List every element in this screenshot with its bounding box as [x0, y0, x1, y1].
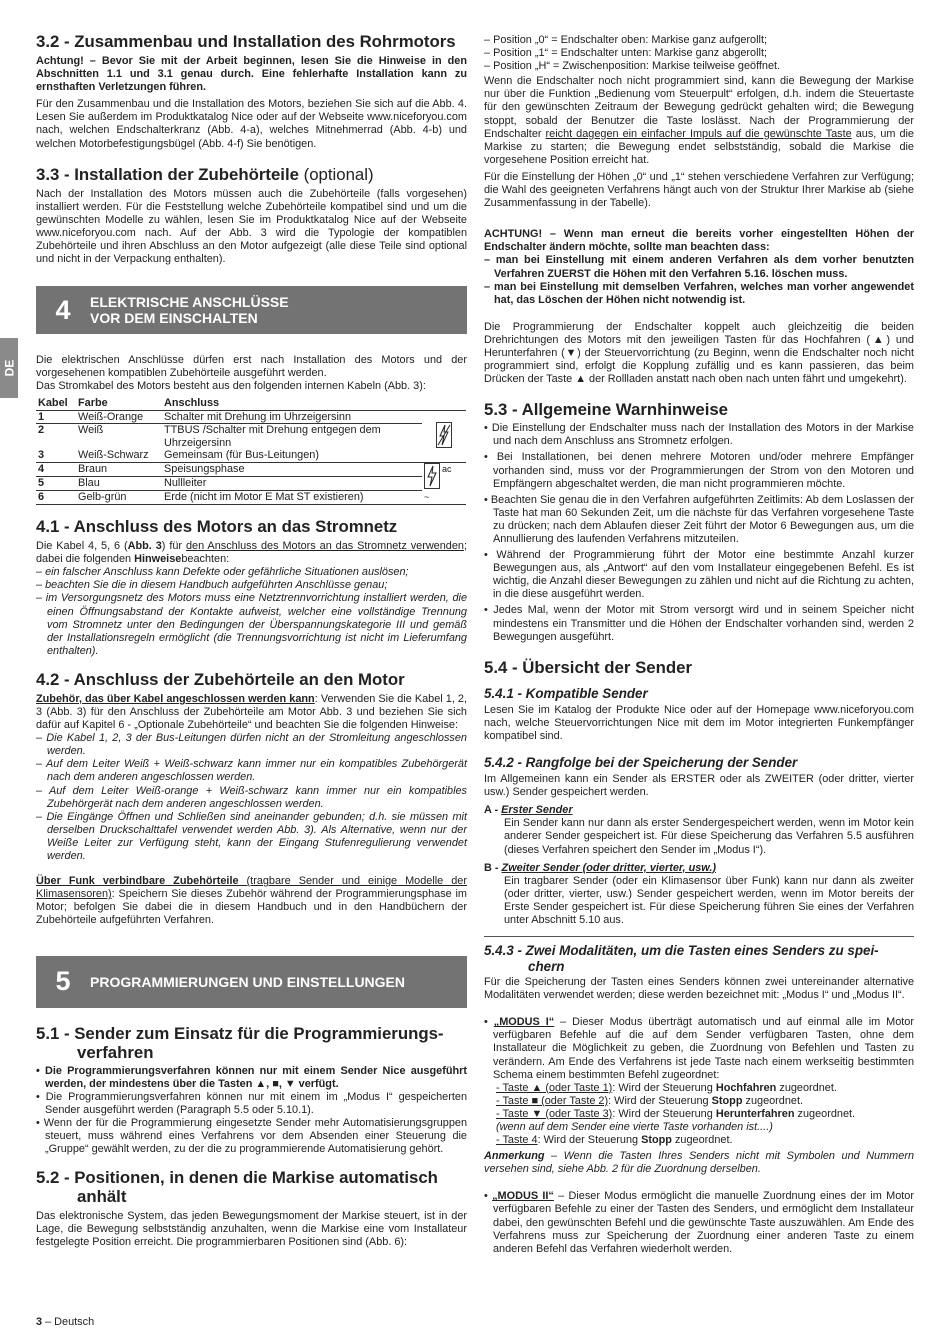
section-5-2-text: Das elektronische System, das jeden Bewegungsmoment der Markise steuert, ist in der Lage, die Bewegung selbstständig anzuhalten, wenn die Markise eine vom Installateur festgelegte Position erreicht. Die programmierbaren Positionen sind (Abb. 6):: [36, 1210, 467, 1249]
chapter-number: 4: [55, 294, 71, 325]
chapter-title: PROGRAMMIERUNGEN UND EINSTELLUNGEN: [90, 973, 406, 990]
section-5-4-3-text: Für die Speicherung der Tasten eines Senders können zwei untereinander alternative Modalitäten verwendet werden; diese werden bezeichnet mit: „Modus I“ und „Modus II“.: [484, 976, 914, 1002]
first-sender-text: Ein Sender kann nur dann als erster Sendergespeichert werden, wenn im Motor kein anderer Sender gespeichert ist. Für diese Speicherung das Verfahren 5.5 ausführen (dieses Verfahren speichert den Sender im „Modus I“).: [504, 817, 914, 856]
section-4-1-text: Die Kabel 4, 5, 6 (Abb. 3) für den Anschluss des Motors an das Stromnetz verwenden; dabei die folgenden Hinweisebeachten:: [36, 540, 467, 566]
section-5-4-title: 5.4 - Übersicht der Sender: [484, 657, 692, 677]
mode-1-text: • „MODUS I“ – Dieser Modus überträgt automatisch und auf einmal alle im Motor verfügbaren Befehle auf die auf dem Sender verfügbaren Tasten, ohne dem Installateur die Möglichkeit zu geben, die Zuordnung von Befehlen und Tasten zu verändern. Am Ende des Verfahrens ist jede Taste nach einem werkseitig bestimmten Schema einem bestimmten Befehl zugeordnet:: [484, 1016, 914, 1081]
section-5-1-title: 5.1 - Sender zum Einsatz für die Programmierungs- verfahren: [36, 1023, 444, 1062]
section-4-2-radio-text: Über Funk verbindbare Zubehörteile (tragbare Sender und einige Modelle der Klimasensoren): Speichern Sie dieses Zubehör während der Programmierungsphase im Motor; befolgen Sie dabei die in diesem Handbuch und in den Handbüchern der Zubehörteile aufgeführten Verfahren.: [36, 875, 467, 927]
cable-table: Kabel Farbe Anschluss 1 Weiß-Orange Schalter mit Drehung im Uhrzeigersinn 2 Weiß TTBUS /Schalter mit Drehung entgegen dem Uhrzeigersinn 3 Weiß-Schwarz Gemeinsam (für Bus-Leitungen) 4 Braun Speisungsphase $^{ac \sim}$ 5 Blau Nullleiter 6 Gelb-grün Erde (nicht im Motor E Mat ST existieren): [36, 397, 466, 506]
chapter-4-intro: Die elektrischen Anschlüsse dürfen erst nach Installation des Motors und der vorgesehenen kompatiblen Zubehörteile ausgeführt werden.: [36, 354, 467, 380]
section-3-2-warning: Achtung! – Bevor Sie mit der Arbeit beginnen, lesen Sie die Hinweise in den Abschnitten 1.1 und 3.1 genau durch. Eine fehlerhafte Installation kann zu ernsthaften Verletzungen führen.: [36, 55, 467, 94]
section-4-1-list: – ein falscher Anschluss kann Defekte oder gefährliche Situationen auslösen; – beachten Sie die in diesem Handbuch aufgeführten Anschlüsse genau; – im Versorgungsnetz des Motors muss eine Netztrennvorrichtung installiert werden, die einen Öffnungsabstand der Kontakte aufweist, welcher eine vollständige Trennung vom Stromnetz unter den Bedingungen der Überspannungskategorie III und gemäß der Installationsregeln ermöglicht (die Trennungsvorrichtung ist nicht im Lieferumfang enthalten).: [36, 566, 467, 657]
language-tab: DE: [0, 338, 18, 398]
section-3-3-title: 3.3 - Installation der Zubehörteile (optional): [36, 164, 374, 184]
section-3-2-title: 3.2 - Zusammenbau und Installation des Rohrmotors: [36, 32, 456, 51]
section-5-4-1-title: 5.4.1 - Kompatible Sender: [484, 685, 648, 701]
section-5-1-list: • Die Programmierungsverfahren können nur mit einem Sender Nice ausgeführt werden, der mindestens über die Tasten ▲, ■, ▼ verfügt. • Die Programmierungsverfahren können nur mit einem im „Modus I“ gespeicherten Sender ausgeführt werden (Paragraph 5.5 oder 5.10.1). • Wenn der für die Programmierung eingesetzte Sender mehr Automatisierungsgruppen steuert, muss während eines Verfahrens vor dem Absenden einer Steuerung die „Gruppe“ gewählt werden, zu der die zu programmierende Automatisierung gehört.: [36, 1064, 467, 1156]
mode-2-text: • „MODUS II“ – Dieser Modus ermöglicht die manuelle Zuordnung eines der im Motor verfügbaren Befehle zu einer der Tasten des Senders, und ermöglicht dem Installateur dabei, den gewünschten Befehl und die gewünschte Taste auszuwählen. Am Ende des Verfahrens muss zur Speicherung der Zuordnung einer anderen Taste zu einem anderen Befehl das Verfahren wiederholt werden.: [484, 1190, 914, 1255]
power-symbol-icon: [424, 463, 440, 489]
positions-list: – Position „0“ = Endschalter oben: Markise ganz aufgerollt; – Position „1“ = Endschalter unten: Markise ganz abgerollt; – Position „H“ = Zwischenposition: Markise teilweise geöffnet.: [484, 34, 781, 73]
section-4-1-title: 4.1 - Anschluss des Motors an das Stromnetz: [36, 517, 398, 537]
bus-symbol-icon: [436, 422, 452, 448]
left-column: [36, 32, 467, 1249]
chapter-5-banner: [36, 956, 467, 1008]
second-sender-text: Ein tragbarer Sender (oder ein Klimasensor über Funk) kann nur dann als zweiter (oder dritter, vierter, usw.) Sender gespeichert werden, wenn im Motor bereits der Erste Sender gespeichert ist. Für diese Speicherung führen Sie eines der Verfahren unter Abschnitt 5.10 aus.: [504, 874, 914, 926]
section-5-4-1-text: Lesen Sie im Katalog der Produkte Nice oder auf der Homepage www.niceforyou.com nach, welche Steuervorrichtungen Nice mit dem im Motor integrierten Funkempfänger kompatibel sind.: [484, 704, 914, 743]
mode-1-keys: - Taste ▲ (oder Taste 1): Wird der Steuerung Hochfahren zugeordnet. - Taste ■ (oder Taste 2): Wird der Steuerung Stopp zugeordnet. - Taste ▼ (oder Taste 3): Wird der Steuerung Herunterfahren zugeordnet. (wenn auf dem Sender eine vierte Taste vorhanden ist....) - Taste 4: Wird der Steuerung Stopp zugeordnet.: [496, 1081, 856, 1147]
ac-label: ac ~: [424, 463, 452, 503]
right-column: [484, 34, 914, 1256]
chapter-title: ELEKTRISCHE ANSCHLÜSSE VOR DEM EINSCHALTEN: [90, 294, 289, 327]
section-4-2-title: 4.2 - Anschluss der Zubehörteile an den Motor: [36, 669, 405, 689]
section-5-2-title: 5.2 - Positionen, in denen die Markise automatisch anhält: [36, 1168, 438, 1207]
note-text: Anmerkung – Wenn die Tasten Ihres Senders nicht mit Symbolen und Nummern versehen sind, siehe Abb. 2 für die Zuordnung derselben.: [484, 1150, 914, 1176]
page-footer: 3 – Deutsch: [36, 1316, 95, 1328]
chapter-number: 5: [55, 966, 71, 996]
section-3-2-text: Für den Zusammenbau und die Installation des Motors, beziehen Sie sich auf die Abb. 4. Lesen Sie außerdem im Produktkatalog Nice oder auf der Webseite www.niceforyou.com nach, welchen Endschalterkranz (Abb. 4-a), welches Mitnehmerrad (Abb. 4-b) und welchen Motorbefestigungsbügel (Abb. 4-f) Sie benötigen.: [36, 98, 467, 150]
heights-text: Für die Einstellung der Höhen „0“ und „1“ stehen verschiedene Verfahren zur Verfügung; die Wahl des geeigneten Verfahrens hängt auch von der Struktur Ihrer Markise ab (siehe Zusammenfassung in der Tabelle).: [484, 170, 914, 210]
divider: [484, 936, 914, 937]
chapter-4-intro-2: Das Stromkabel des Motors besteht aus den folgenden internen Kabeln (Abb. 3):: [36, 380, 426, 393]
section-5-3-title: 5.3 - Allgemeine Warnhinweise: [484, 400, 729, 420]
chapter-4-banner: [36, 286, 467, 334]
section-4-2-list: – Die Kabel 1, 2, 3 der Bus-Leitungen dürfen nicht an der Stromleitung angeschlossen werden. – Auf dem Leiter Weiß + Weiß-schwarz kann immer nur ein kompatibles Zubehörgerät nach dem anderen angeschlossen werden. – Auf dem Leiter Weiß-orange + Weiß-schwarz kann immer nur ein kompatibles Zubehörgerät nach dem anderen angeschlossen werden. – Die Eingänge Öffnen und Schließen sind aneinander gebunden; d.h. sie müssen mit derselben Druckschalttafel verwendet werden Abb. 3). Als Alternative, wenn nur der Weiße Leiter zur Verfügung steht, kann der Eingang Stufenregulierung verwendet werden.: [36, 732, 467, 863]
section-4-2-text: Zubehör, das über Kabel angeschlossen werden kann: Verwenden Sie die Kabel 1, 2, 3 (Abb. 3) für den Anschluss der Zubehörteile am Motor Abb. 3 und beziehen Sie sich dafür auf Kapitel 6 - „Optionale Zubehörteile“ und beachten Sie die folgenden Hinweise:: [36, 692, 467, 732]
section-5-4-2-text: Im Allgemeinen kann ein Sender als ERSTER oder als ZWEITER (oder dritter, vierter usw.) Sender gespeichert werden.: [484, 773, 914, 799]
section-5-4-3-title: 5.4.3 - Zwei Modalitäten, um die Tasten eines Senders zu spei- chern: [484, 943, 879, 974]
endstop-text: Wenn die Endschalter noch nicht programmiert sind, kann die Bewegung der Markise nur über die Funktion „Bedienung vom Steuerpult“ erfolgen, d.h. indem die Steuertaste für den gewünschten Zeitraum der Bewegung gedrückt gehalten wird; die Bewegung stoppt, sobald der Benutzer die Taste loslässt. Nach der Programmierung der Endschalter reicht dagegen ein einfacher Impuls auf die gewünschte Taste aus, um die Markise zu starten; die Bewegung endet selbstständig, sobald die Markise die vorgesehene Position erreicht hat.: [484, 75, 914, 166]
first-sender-heading: A - Erster Sender: [484, 804, 573, 817]
second-sender-heading: B - Zweiter Sender (oder dritter, vierter, usw.): [484, 861, 716, 874]
section-3-3-text: Nach der Installation des Motors müssen auch die Zubehörteile (falls vorgesehen) installiert werden. Für die Feststellung welche Zubehörteile kompatibel sind und um die gewünschten Modelle zu wählen, lesen Sie im Produktkatalog Nice auf der Webseite www.niceforyou.com nach. Auf der Abb. 3 wird die Typologie der kompatiblen Zubehörteile und ihren Abschluss an den Motor aufgezeigt (alle diese Teile sind optional und nicht in der Verpackung enthalten).: [36, 187, 467, 266]
section-5-3-list: • Die Einstellung der Endschalter muss nach der Installation des Motors in der Markise und nach dem Anschluss ans Stromnetz erfolgen. • Bei Installationen, bei denen mehrere Motoren und/oder mehrere Empfänger vorhanden sind, muss vor der Programmierungen der Strom von den Motoren und Empfängern abgeschaltet werden, die man nicht programmieren möchte. • Beachten Sie genau die in den Verfahren aufgeführten Zeitlimits: Ab dem Loslassen der Taste hat man 60 Sekunden Zeit, um die nächste für das Verfahren vorgesehene Taste zu drücken; nach dem Ablaufen dieser Zeit führt der Motor 6 Bewegungen aus, um die Annullierung des laufenden Verfahrens mitzuteilen. • Während der Programmierung führt der Motor eine bestimmte Anzahl kurzer Bewegungen aus, als „Antwort“ auf den vom Installateur eingegebenen Befehl. Es ist wichtig, die Anzahl dieser Bewegungen zu zählen und nicht auf die Richtung zu achten, in die diese ausgeführt werden. • Jedes Mal, wenn der Motor mit Strom versorgt wird und in seinem Speicher nicht mindestens ein Transmitter und die Höhen der Endschalter vorhanden sind, werden 2 Bewegungen ausgeführt.: [484, 422, 914, 643]
attention-block: ACHTUNG! – Wenn man erneut die bereits vorher eingestellten Höhen der Endschalter ändern möchte, sollte man beachten dass: – man bei Einstellung mit einem anderen Verfahren als dem vorher benutzten Verfahren ZUERST die Höhen mit den Verfahren 5.16. löschen muss. – man bei Einstellung mit demselben Verfahren, welches man vorher angewendet hat, das Löschen der Höhen nicht notwendig ist.: [484, 228, 914, 306]
direction-text: Die Programmierung der Endschalter koppelt auch gleichzeitig die beiden Drehrichtungen des Motors mit den jeweiligen Tasten für das Hochfahren (▲) und Herunterfahren (▼) der Steuervorrichtung (zu Beginn, wenn die Endschalter noch nicht programmiert sind, erfolgt die Kopplung zufällig und es kann passieren, das beim Drücken der Taste ▲ der Rollladen anstatt nach oben nach unten fährt und umgekehrt).: [484, 320, 914, 386]
section-5-4-2-title: 5.4.2 - Rangfolge bei der Speicherung der Sender: [484, 754, 798, 770]
